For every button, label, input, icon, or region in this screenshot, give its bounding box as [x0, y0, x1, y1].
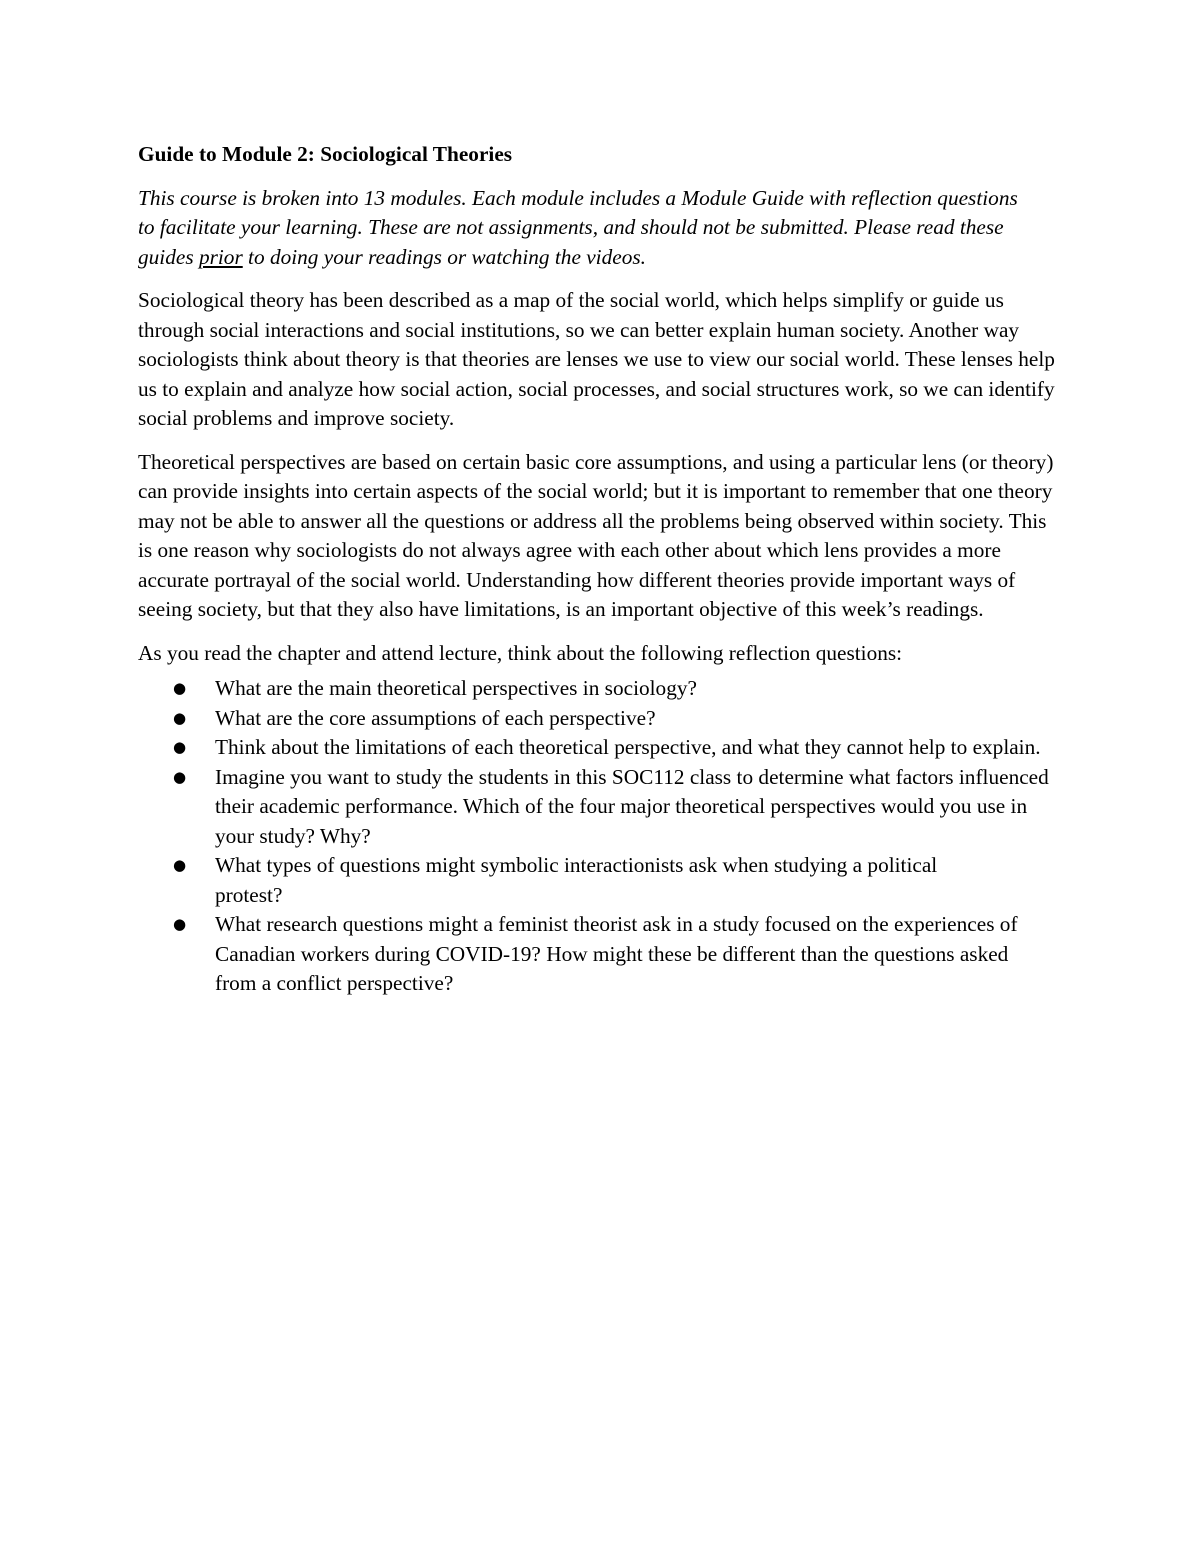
reflection-question-list [138, 674, 1068, 999]
intro-paragraph [138, 184, 1068, 273]
list-item [138, 851, 1068, 910]
list-item [138, 733, 1068, 763]
bullet-icon: ● [173, 738, 187, 756]
list-item [138, 674, 1068, 704]
question-text: Think about the limitations of each theoretical perspective, and what they cannot help to explain. [215, 735, 1041, 759]
bullet-icon: ● [173, 856, 187, 874]
document-title: Guide to Module 2: Sociological Theories [138, 142, 513, 166]
intro-underlined-word: prior [198, 244, 243, 269]
list-item [138, 704, 1068, 734]
paragraph-reflection-lead: As you read the chapter and attend lecture, think about the following reflection questions: [138, 640, 903, 665]
list-item [138, 763, 1068, 852]
bullet-icon: ● [173, 679, 187, 697]
paragraph-theory-map: Sociological theory has been described as a map of the social world, which helps simplify or guide us through social interactions and social institutions, so we can better explain human society. Another way sociologists think about theory is that theories are lenses we use to view our social world. These lenses help us to explain and analyze how social action, social processes, and social structures work, so we can identify social problems and improve society. [138, 288, 1055, 430]
bullet-icon: ● [173, 708, 187, 727]
question-text: What research questions might a feminist theorist ask in a study focused on the experiences of Canadian workers during COVID-19? How might these be different than the questions asked from a conflict perspective? [215, 912, 1018, 995]
intro-text-end: to doing your readings or watching the videos. [242, 244, 646, 269]
list-item [138, 910, 1068, 999]
paragraph-theoretical-perspectives: Theoretical perspectives are based on certain basic core assumptions, and using a particular lens (or theory) can provide insights into certain aspects of the social world; but it is important to remember that one theory may not be able to answer all the questions or address all the problems being observed within society. This is one reason why sociologists do not always agree with each other about which lens provides a more accurate portrayal of the social world. Understanding how different theories provide important ways of seeing society, but that they also have limitations, is an important objective of this week’s readings. [138, 449, 1054, 621]
intro-text-start: This course is broken into 13 modules. Each module includes a Module Guide with reflection questions to facilitate your learning. These are not assignments, and should not be submitted. Please read these guides [138, 185, 1018, 269]
question-text: What types of questions might symbolic interactionists ask when studying a political protest? [215, 853, 938, 907]
document-page [138, 140, 1068, 999]
bullet-icon: ● [173, 767, 187, 786]
question-text: Imagine you want to study the students in this SOC112 class to determine what factors influenced their academic performance. Which of the four major theoretical perspectives would you use in your study? Why? [215, 764, 1049, 848]
question-text: What are the main theoretical perspectives in sociology? [215, 676, 697, 700]
bullet-icon: ● [173, 915, 187, 933]
question-text: What are the core assumptions of each perspective? [215, 705, 656, 730]
